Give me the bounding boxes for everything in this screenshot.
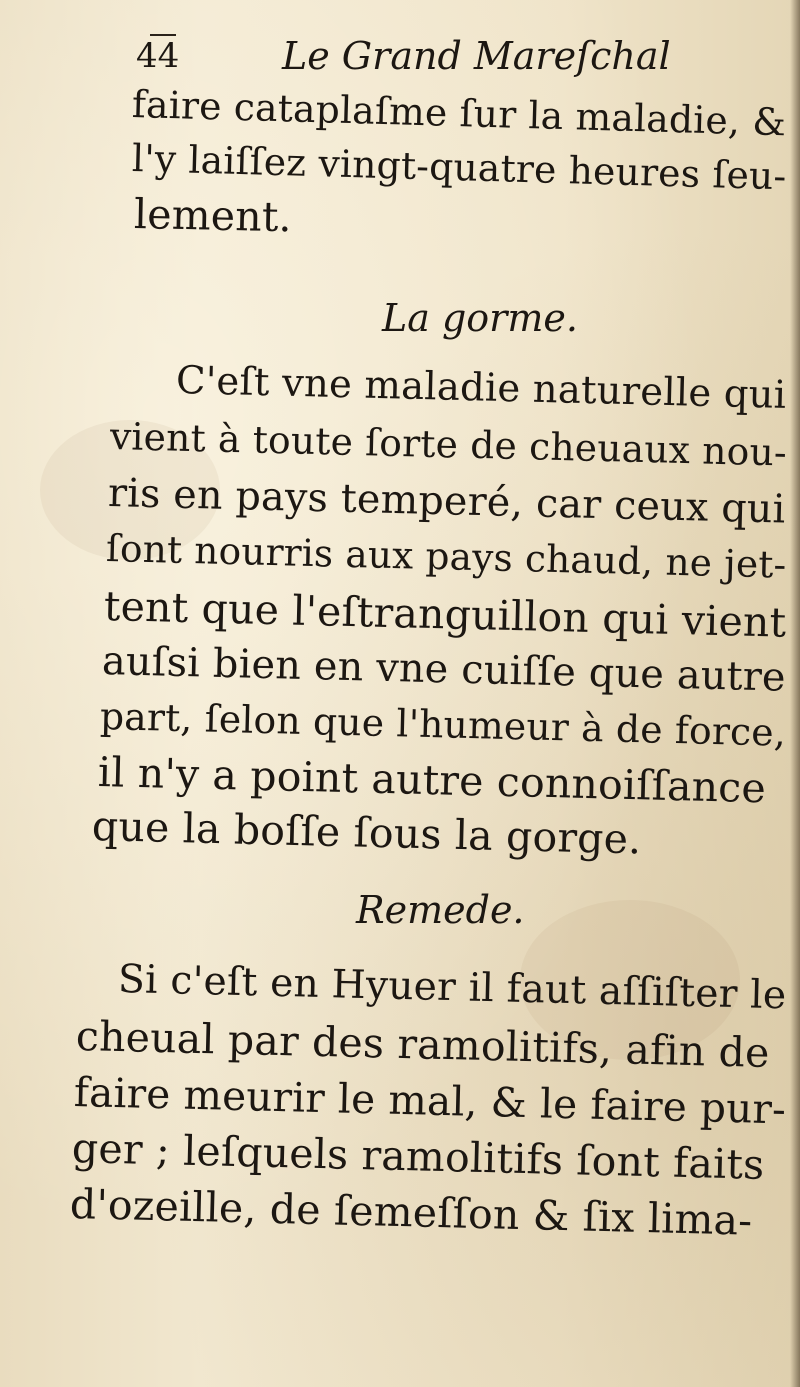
section-heading: La gorme.: [382, 296, 578, 340]
text-line: cheual par des ramolitifs, afin de: [75, 1012, 771, 1077]
text-line: part, ſelon que l'humeur à de force,: [99, 694, 787, 755]
page-edge: [790, 0, 800, 1387]
text-line: d'ozeille, de ſemeſſon & ſix lima-: [69, 1180, 753, 1245]
text-line: ger ; leſquels ramolitifs ſont faits: [71, 1124, 765, 1189]
page-number: 44: [136, 36, 180, 76]
text-line: il n'y a point autre connoiſſance: [97, 748, 767, 813]
text-line: C'eſt vne maladie naturelle qui: [175, 358, 787, 418]
text-line: faire meurir le mal, & le faire pur-: [73, 1068, 787, 1134]
text-line: vient à toute ſorte de cheuaux nou-: [109, 414, 788, 475]
text-line: auſsi bien en vne cuiſſe que autre: [101, 638, 787, 701]
running-title: Le Grand Mareſchal: [282, 34, 671, 78]
text-line: que la boſſe ſous la gorge.: [91, 802, 642, 864]
section-heading: Remede.: [356, 888, 525, 932]
text-line: ris en pays temperé, car ceux qui: [107, 470, 787, 533]
text-line: lement.: [133, 190, 293, 242]
text-line: tent que l'eſtranguillon qui vient: [103, 582, 787, 647]
text-line: l'y laiſſez vingt-quatre heures ſeu-: [131, 136, 788, 199]
text-line: faire cataplaſme ſur la maladie, &: [131, 82, 787, 145]
text-line: ſont nourris aux pays chaud, ne jet-: [105, 526, 787, 587]
text-line: Si c'eſt en Hyuer il faut aſſiſter le: [117, 957, 787, 1019]
